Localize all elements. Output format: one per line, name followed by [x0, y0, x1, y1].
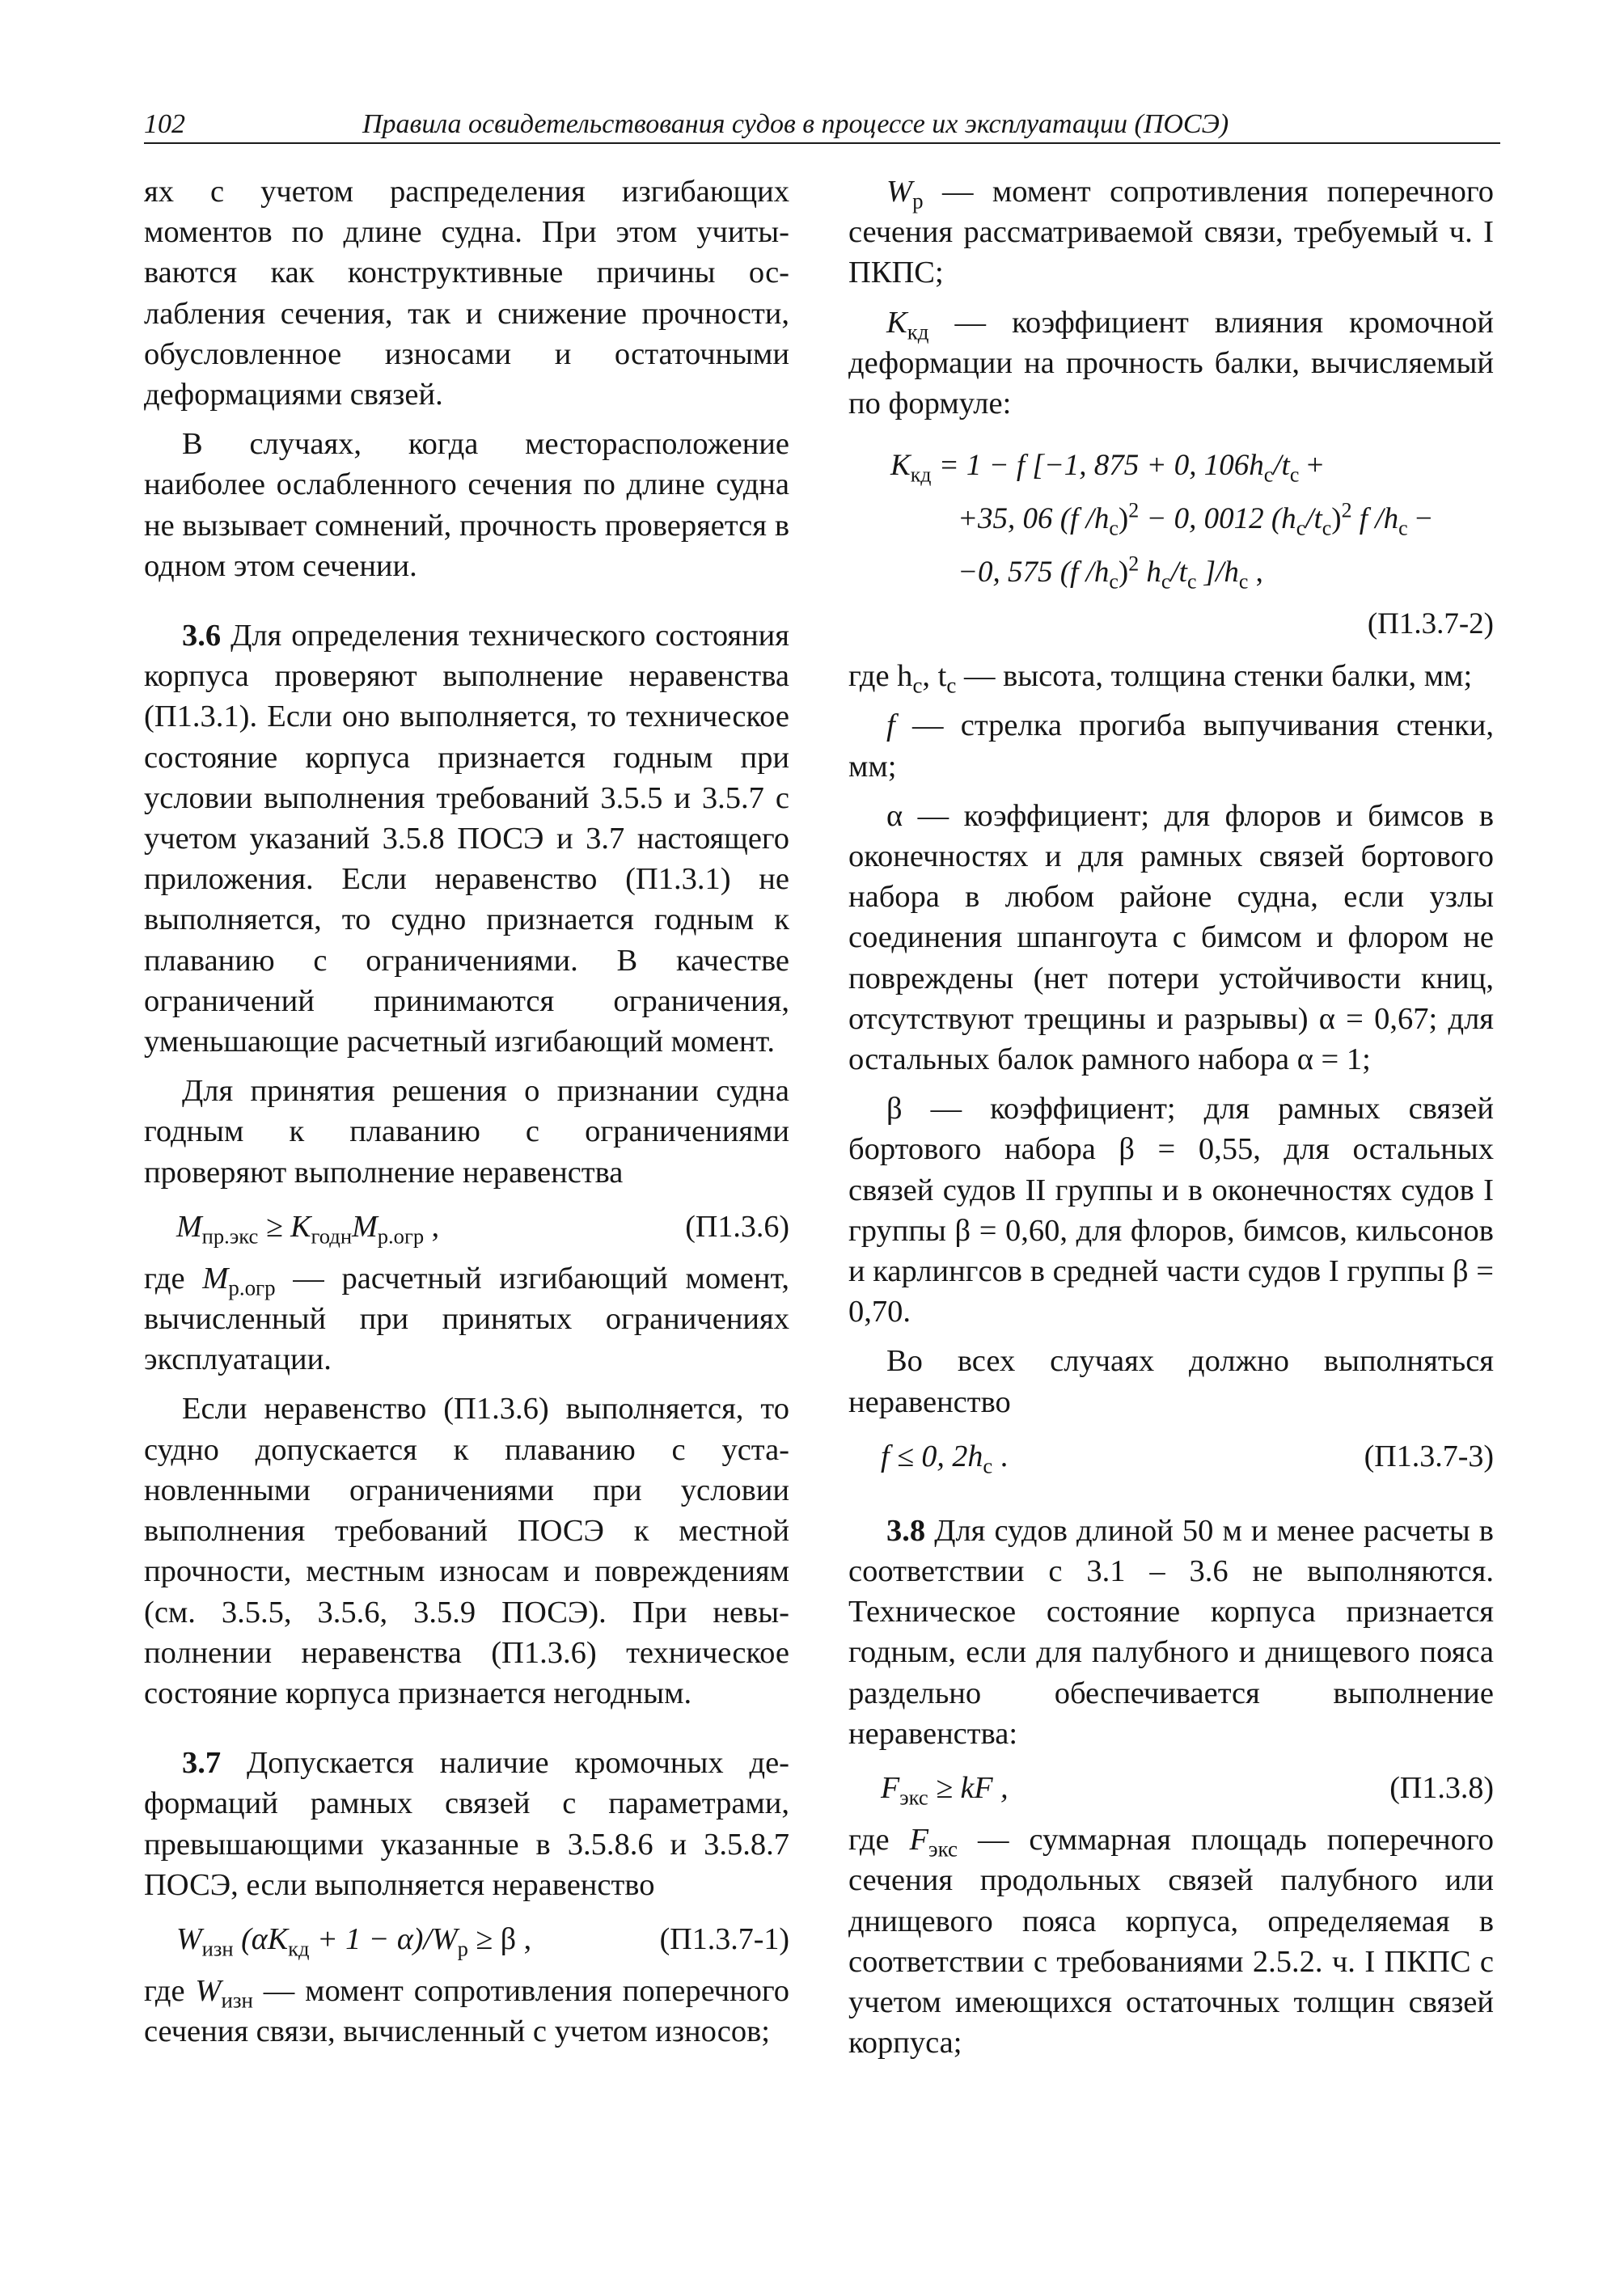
paragraph: где $M_{р.огр}$ — расчетный изгибающий момент, вычисленный при принятых ограничениях эксплуатации. [144, 1261, 789, 1377]
paragraph: где $F_{экс}$ — суммарная площадь поперечного сечения продольных связей палубного или днищевого пояса корпуса, определяемая в соответствии с требованиями 2.5.2. ч. I ПКПС с учетом имеющихся остаточных толщин связей корпуса; [848, 1823, 1494, 2061]
equation-p1-3-7-3 [848, 1431, 1494, 1482]
section-text: Для определения технического состояния корпуса проверяют выполнение неравенства (П1.3.1). Если оно выполняется, то техническое состояние корпуса признается годным при условии выполнения требований 3.5.5 и 3.5.7 с учетом указаний 3.5.8 ПОСЭ и 3.7 настоящего приложения. Если неравенство (П1.3.1) не выполняется, то судно признается годным к плаванию с ограничениями. В качестве ограничений принимаются ограничения, уменьшающие расчетный изгибающий момент. [144, 619, 789, 1059]
paragraph: где $h_с$, $t_с$ — высота, толщина стенки балки, мм; [848, 659, 1473, 698]
paragraph: где $W_{изн}$ — момент сопротивления поперечного сечения связи, вычисленный с учетом износов; [144, 1973, 789, 2049]
paragraph: β — коэффициент; для рамных связей бортового набора β = 0,55, для остальных связей судов II группы и в оконечностях судов I группы β = 0,60, для флоров, бимсов, кильсонов и карлингсов в средней части судов I группы β = 0,70. [848, 1092, 1494, 1329]
equation-number: (П1.3.7-2) [1367, 607, 1494, 641]
page-header [144, 107, 1500, 144]
paragraph: $W_р$ — момент сопротивления поперечного сечения рассматриваемой связи, требуемый ч. I ПКПС; [848, 175, 1494, 290]
running-title: Правила освидетельствования судов в процессе их эксплуатации (ПОСЭ) [362, 109, 1229, 139]
paragraph: В случаях, когда месторасположение наиболее ослабленного сечения по длине судна не вызывает сомнений, прочность проверяется в одном этом сечении. [144, 427, 789, 583]
section-number: 3.6 [182, 619, 222, 653]
section-3-8 [848, 1511, 1494, 1754]
equation-p1-3-7-2 [848, 433, 1494, 651]
formula: $M_{пр.экс} \ge K_{годн}M_{р.огр}$ , [176, 1209, 440, 1249]
left-column [144, 171, 789, 2061]
section-text: Допускается наличие кромочных деформаций рамных связей с параметрами, превышающими указанные в 3.5.8.6 и 3.5.8.7 ПОСЭ, если выполняется неравенство [144, 1746, 789, 1902]
equation-p1-3-7-1 [144, 1914, 789, 1964]
section-text: Для судов длиной 50 м и менее расчеты в соответствии с 3.1 – 3.6 не выполняются. Техническое состояние корпуса признается годным, если для палубного и днищевого пояса раздельно обеспечивается выполнение неравенства: [848, 1513, 1494, 1751]
formula: $W_{изн}$ $(\alpha K_{кд} + 1 - \alpha)/W_р \ge \beta$ , [176, 1921, 532, 1961]
formula-line: +35, 06 (f $/h_с)^2 - 0$, 0012 $(h_с/t_с)^2$ f $/h_с$ − [958, 498, 1432, 540]
equation-p1-3-8 [848, 1763, 1494, 1813]
equation-p1-3-6 [144, 1202, 789, 1252]
paragraph: Для принятия решения о признании судна годным к плаванию с ограничениями проверяют выполнение неравенства [144, 1074, 789, 1190]
formula: f ≤ 0, $2h_с$ . [881, 1439, 1009, 1478]
paragraph: $K_{кд}$ — коэффициент влияния кромочной деформации на прочность балки, вычисляемый по формуле: [848, 305, 1494, 421]
section-number: 3.8 [886, 1513, 926, 1548]
formula-line: −0, 575 (f $/h_с)^2$ $h_с/t_с$ ]$/h_с$ , [958, 552, 1263, 594]
formula-line: $K_{кд} = 1 - f$ [−1, 875 + 0, $106h_с/t_с$ + [890, 449, 1324, 487]
section-3-6 [144, 615, 789, 1062]
section-3-7 [144, 1743, 789, 1905]
equation-number: (П1.3.7-1) [659, 1921, 789, 1956]
paragraph: α — коэффициент; для флоров и бимсов в оконечностях и для рамных связей бортового набора в любом районе судна, если узлы соединения шпангоута с бимсом и флором не повреждены (нет потери устойчивости книц, отсутствуют трещины и разрывы) α = 0,67; для остальных балок рамного набора α = 1; [848, 798, 1494, 1077]
equation-number: (П1.3.6) [685, 1209, 789, 1244]
paragraph: f — стрелка прогиба выпучивания стенки, мм; [848, 708, 1494, 784]
equation-number: (П1.3.8) [1389, 1771, 1494, 1806]
equation-number: (П1.3.7-3) [1364, 1439, 1494, 1473]
section-number: 3.7 [182, 1746, 222, 1781]
paragraph: Если неравенство (П1.3.6) выполняется, то судно допускается к плаванию с установленными ограничениями при условии выполнения требований ПОСЭ к местной прочности, местным износам и повреждениям (см. 3.5.5, 3.5.6, 3.5.9 ПОСЭ). При невыполнении неравенства (П1.3.6) техническое состояние корпуса признается негодным. [144, 1392, 789, 1710]
paragraph: Во всех случаях должно выполняться неравенство [848, 1344, 1494, 1419]
paragraph: ях с учетом распределения изгибающих моментов по длине судна. При этом учитываются как конструктивные причины ослабления сечения, так и снижение прочности, обусловленное износами и остаточными деформациями связей. [144, 175, 789, 412]
page-number: 102 [144, 109, 185, 139]
formula: $F_{экс}$ ≥ kF , [881, 1771, 1009, 1810]
right-column [848, 171, 1494, 2072]
